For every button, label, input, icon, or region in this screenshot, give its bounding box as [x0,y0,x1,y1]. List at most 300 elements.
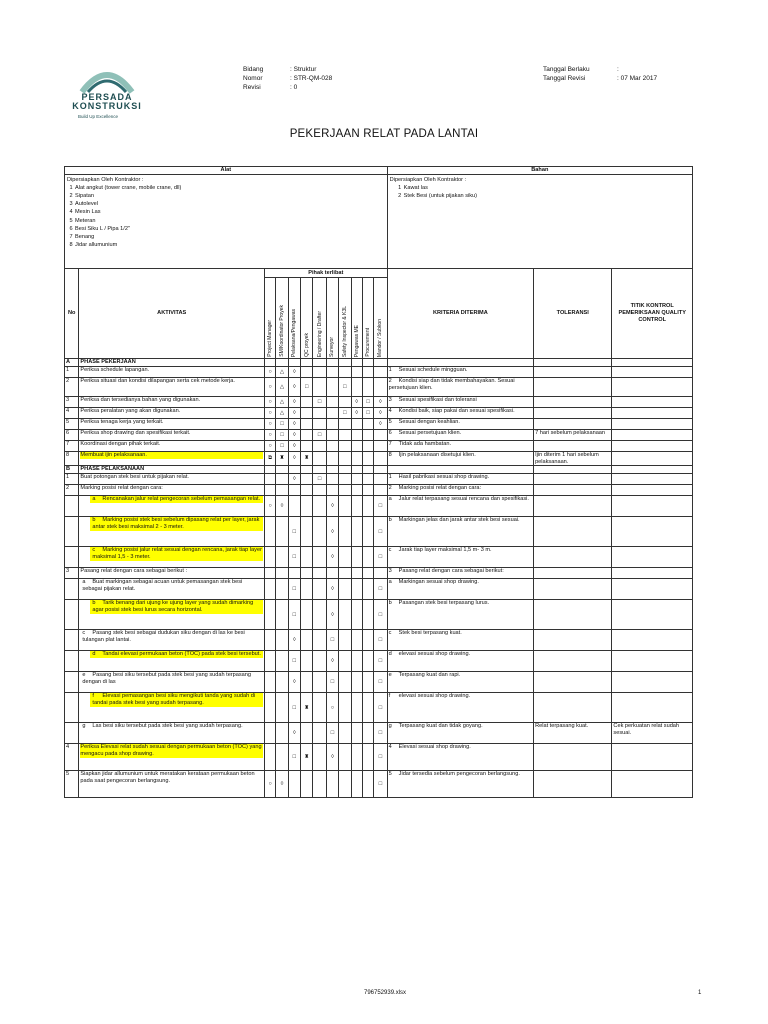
kriteria-text: Ijin pelaksanaan disetujui klien. [398,452,476,458]
empty-cell [362,359,373,367]
role-symbol [276,600,288,630]
role-symbol [374,474,387,485]
role-symbol [339,579,351,600]
activity-row [65,367,693,378]
alat-item-text: Sipatan [75,193,94,200]
activity-content [80,579,263,592]
role-symbol [288,496,300,517]
kriteria-number: 2 [388,485,392,492]
bahan-intro: Dipersiapkan Oleh Kontraktor : [389,177,467,183]
kriteria-text: Kondisi siap dan tidak membahayakan. Sesuai persetujuan klien. [388,378,515,391]
doc-meta-right [543,66,657,84]
role-symbol: ◊ [374,408,387,419]
titik-kontrol-cell [612,579,693,600]
role-symbol: △ [276,408,288,419]
toleransi-cell [534,485,612,496]
role-symbol [288,485,300,496]
role-header [276,278,288,359]
role-symbol [276,547,288,568]
role-symbol: ○ [265,419,276,430]
role-label: Surveyor [329,336,336,357]
kriteria-text: Markingan sesuai shop drawing. [398,579,479,586]
role-symbol [339,496,351,517]
activity-description: Periksa tenaga kerja yang terkait. [80,419,164,425]
kriteria-number: 5 [388,771,392,778]
role-symbol [362,517,373,547]
toleransi-cell [534,474,612,485]
kriteria-text: Pasang relat dengan cara sebagai berikut: [398,568,504,575]
role-symbol [313,630,326,651]
activity-row [65,408,693,419]
empty-cell [276,359,288,367]
activity-content [90,517,263,530]
role-symbol: □ [374,771,387,798]
empty-cell [339,359,351,367]
titik-kontrol-cell [612,452,693,466]
activity-content [90,547,263,560]
role-symbol [326,771,338,798]
section-title: PHASE PELAKSANAAN [79,466,265,474]
activity-content [80,568,263,575]
role-symbol: ◊ [288,419,300,430]
role-symbol [276,579,288,600]
role-label: Pengawas ME [353,324,360,357]
activity-description: Marking posisi stek besi sebelum dipasang relat per layer, jarak antar stek besi maksimal 2 - 3 meter. [92,517,260,531]
kriteria-cell [387,474,533,485]
role-symbol [351,452,362,466]
kriteria-number: 4 [388,744,392,751]
toleransi-cell [534,672,612,693]
role-symbol [301,485,313,496]
role-symbol [301,579,313,600]
activity-description: Periksa dan tersedianya bahan yang digunakan. [80,397,201,403]
role-symbol [374,367,387,378]
kriteria-text: Terpasang kuat dan tidak goyang. [398,723,483,730]
role-label: SM/Koordinator Proyek [279,305,285,357]
activity-text [79,693,265,723]
activity-content [90,651,263,658]
kriteria-text: Elevasi sesuai shop drawing. [398,744,471,751]
role-symbol [265,630,276,651]
role-symbol [362,744,373,771]
role-symbol [362,672,373,693]
row-number: 6 [65,430,79,441]
alat-item [67,225,385,233]
toleransi-cell [534,547,612,568]
alat-header: Alat [65,167,388,175]
empty-cell [362,466,373,474]
role-symbol [351,517,362,547]
activity-content [80,630,263,643]
activity-text [79,474,265,485]
kriteria-number: 5 [388,419,392,425]
role-symbol [326,397,338,408]
role-symbol: ⧉ [265,452,276,466]
role-symbol [265,474,276,485]
activity-description: Buat potongan stek besi untuk pijakan relat. [80,474,189,481]
kriteria-text: Sesuai spesifikasi dan toleransi [398,397,477,403]
activity-description: Las besi siku tersebut pada stek besi yang sudah terpasang. [92,723,243,730]
titik-kontrol-cell [612,693,693,723]
activity-description: Rencanakan jalur relat pengecoran sebelum pemasangan relat. [102,496,261,503]
alat-intro: Dipersiapkan Oleh Kontraktor : [67,177,144,183]
activity-text [79,672,265,693]
alat-item-number: 3 [69,201,73,208]
titik-kontrol-cell [612,474,693,485]
toleransi-cell: Relat terpasang kuat. [534,723,612,744]
kriteria-cell [387,496,533,517]
role-symbol: ◊ [288,397,300,408]
activity-text [79,517,265,547]
activity-text [79,744,265,771]
role-symbol [362,367,373,378]
role-symbol [339,474,351,485]
role-symbol [301,496,313,517]
role-symbol [301,430,313,441]
role-symbol: ○ [326,693,338,723]
role-symbol: □ [374,517,387,547]
role-symbol [301,367,313,378]
toleransi-cell [534,441,612,452]
kriteria-text: Kondisi baik, siap pakai dan sesuai spesifikasi. [398,408,515,414]
role-symbol: □ [374,547,387,568]
role-symbol: □ [288,600,300,630]
kriteria-cell [387,771,533,798]
bahan-item [390,192,690,200]
role-header [313,278,326,359]
activity-description: Periksa schedule lapangan. [80,367,150,373]
activity-content [80,408,263,415]
role-symbol [351,441,362,452]
logo-arc-icon [72,64,142,94]
row-number [65,693,79,723]
role-header [301,278,313,359]
role-symbol [362,474,373,485]
toleransi-cell [534,600,612,630]
activity-content [80,378,263,385]
role-symbol: ◊ [288,672,300,693]
nomor-label: Nomor [243,74,263,82]
role-symbol: □ [374,630,387,651]
kriteria-cell [387,579,533,600]
alat-list [65,175,388,269]
document-title: PEKERJAAN RELAT PADA LANTAI [289,128,479,140]
role-symbol [313,496,326,517]
role-symbol: ◊ [288,367,300,378]
row-number: 4 [65,744,79,771]
activity-text [79,397,265,408]
role-symbol [313,672,326,693]
activity-row [65,430,693,441]
role-symbol [265,568,276,579]
empty-cell [387,359,533,367]
activity-text [79,419,265,430]
kriteria-text: Terpasang kuat dan rapi. [398,672,461,679]
row-number [65,672,79,693]
activity-text [79,547,265,568]
role-symbol [362,441,373,452]
empty-cell [351,359,362,367]
row-number: 5 [65,771,79,798]
role-symbol [351,367,362,378]
kriteria-number: a [388,579,392,586]
row-number: 8 [65,452,79,466]
activity-description: Pasang besi siku tersebut pada stek besi yang sudah terpasang dengan di las [82,672,252,686]
toleransi-cell [534,419,612,430]
role-symbol: ◊ [374,419,387,430]
toleransi-cell [534,651,612,672]
activity-description: Periksa peralatan yang akan digunakan. [80,408,181,414]
role-symbol: □ [374,651,387,672]
activity-text [79,441,265,452]
role-symbol: ○ [265,397,276,408]
bidang-value: : Struktur [290,66,317,73]
role-symbol [301,651,313,672]
activity-row [65,378,693,397]
kriteria-cell [387,378,533,397]
kriteria-number: b [388,517,392,524]
doc-meta-left [243,66,332,92]
activity-description: Pasang stek besi sebagai dudukan siku dengan di las ke besi tulangan plat lantai. [82,630,245,644]
role-symbol [374,568,387,579]
alat-item [67,192,385,200]
role-symbol [351,485,362,496]
kriteria-text: Markingan jelas dan jarak antar stek besi sesuai. [398,517,520,524]
col-no-header: No [65,269,79,359]
titik-kontrol-cell [612,485,693,496]
row-number: 4 [65,408,79,419]
role-symbol [362,496,373,517]
kriteria-text: Hasil pabrikasi sesuai shop drawing. [398,474,490,481]
role-symbol: △ [276,397,288,408]
role-label: Project Manager [267,320,274,357]
activity-row [65,651,693,672]
role-symbol [326,419,338,430]
bahan-header: Bahan [387,167,692,175]
activity-content [80,367,263,374]
role-label: Safety Inspector & K3L [341,305,348,357]
kriteria-text: Pasangan stek besi terpasang lurus. [398,600,490,607]
activity-description: Tandai elevasi permukaan beton (TOC) pada stek besi tersebut. [102,651,261,658]
row-number: 5 [65,419,79,430]
kriteria-text: Marking posisi relat dengan cara: [398,485,482,492]
role-symbol [362,547,373,568]
role-symbol [374,485,387,496]
role-symbol: ◊ [288,452,300,466]
activity-content [80,441,263,448]
kriteria-cell [387,517,533,547]
role-symbol: ◊ [326,496,338,517]
tanggal-berlaku-value: : [617,66,619,73]
role-symbol [339,517,351,547]
activity-description: Periksa Elevasi relat sudah sesuai dengan permukaan beton (TOC) yang mengacu pada shop drawing. [80,744,262,758]
role-symbol [339,485,351,496]
role-symbol [326,408,338,419]
role-symbol [313,367,326,378]
role-symbol: ◊ [351,397,362,408]
titik-kontrol-cell [612,744,693,771]
activity-content [80,485,263,492]
role-symbol [351,378,362,397]
kriteria-text: Jarak tiap layer maksimal 1,5 m- 3 m. [398,547,492,554]
activity-sub-label: d [92,651,96,658]
role-symbol: ◊ [288,474,300,485]
role-symbol [276,517,288,547]
empty-cell [326,466,338,474]
activity-content [80,452,263,459]
kriteria-text: Tidak ada hambatan. [398,441,452,447]
role-symbol: ◊ [288,630,300,651]
empty-cell [313,466,326,474]
role-symbol: □ [374,672,387,693]
section-header-row [65,466,693,474]
activity-content [90,693,263,706]
role-label: Engineering / Drafter [316,310,323,357]
role-symbol [339,568,351,579]
kriteria-number: b [388,600,392,607]
row-number: 3 [65,397,79,408]
role-symbol: ○ [265,430,276,441]
titik-kontrol-cell [612,441,693,452]
role-symbol [326,485,338,496]
role-symbol [374,378,387,397]
empty-cell [534,466,612,474]
role-symbol [326,568,338,579]
bahan-item-text: Kawat las [403,185,428,192]
role-symbol: □ [362,397,373,408]
titik-kontrol-cell [612,600,693,630]
role-symbol: □ [362,408,373,419]
activity-description: Periksa shop drawing dan spesifikasi terkait. [80,430,191,436]
role-symbol [339,744,351,771]
checklist-table [64,166,693,798]
role-header [362,278,373,359]
role-symbol: □ [326,630,338,651]
role-header [326,278,338,359]
role-symbol [276,693,288,723]
activity-content [80,397,263,404]
kriteria-cell [387,419,533,430]
toleransi-cell [534,367,612,378]
role-symbol [374,441,387,452]
role-symbol [326,441,338,452]
role-symbol [339,771,351,798]
role-symbol: ◊ [326,744,338,771]
alat-item-text: Mesin Las [75,209,101,216]
activity-row [65,600,693,630]
activity-description: Siapkan jidar allumunium untuk meratakan kerataan permukaan beton pada saat pengecoran berlangsung. [80,771,255,785]
role-symbol [362,630,373,651]
toleransi-cell [534,771,612,798]
role-symbol: ◊ [288,723,300,744]
titik-kontrol-cell [612,547,693,568]
role-symbol: □ [326,672,338,693]
role-symbol [351,672,362,693]
alat-item-number: 6 [69,225,73,232]
activity-sub-label: a [82,579,86,586]
empty-cell [265,466,276,474]
role-symbol [313,723,326,744]
kriteria-cell [387,397,533,408]
activity-text [79,485,265,496]
role-symbol: ◊ [288,430,300,441]
kriteria-cell [387,651,533,672]
role-symbol: □ [276,441,288,452]
role-symbol [339,672,351,693]
alat-item-number: 4 [69,209,73,216]
role-symbol: □ [313,474,326,485]
activity-sub-label: f [92,693,94,700]
activity-row [65,397,693,408]
bahan-list [387,175,692,269]
toleransi-cell [534,517,612,547]
role-symbol: △ [276,367,288,378]
role-label: Mandor / Subkon [377,318,384,357]
role-symbol [288,568,300,579]
role-symbol [313,441,326,452]
role-symbol [339,452,351,466]
role-symbol [351,496,362,517]
bidang-label: Bidang [243,66,264,73]
role-symbol: □ [326,723,338,744]
alat-item-number: 5 [69,217,73,224]
bahan-item-number: 2 [398,193,402,200]
role-symbol: ◊ [326,547,338,568]
activity-description: Periksa situasi dan kondisi dilapangan serta cek metode kerja. [80,378,235,384]
role-symbol [276,630,288,651]
role-symbol [276,485,288,496]
kriteria-cell [387,430,533,441]
role-symbol [362,430,373,441]
role-symbol [362,378,373,397]
row-number [65,496,79,517]
role-symbol [339,367,351,378]
role-symbol: □ [288,547,300,568]
alat-item-number: 1 [69,185,73,192]
role-symbol: ◊ [326,517,338,547]
titik-kontrol-cell [612,517,693,547]
col-titik-header: TITIK KONTROL PEMERIKSAAN QUALITY CONTROL [612,269,693,359]
alat-item [67,217,385,225]
empty-cell [313,359,326,367]
section-letter: A [65,359,79,367]
footer-filename: 796752939.xlsx [364,990,407,996]
kriteria-number: 6 [388,430,392,436]
alat-item [67,241,385,249]
kriteria-number: 7 [388,441,392,447]
bahan-item-text: Stek Besi (untuk pijakan siku) [403,193,478,200]
role-symbol [351,568,362,579]
role-symbol [374,452,387,466]
role-symbol: □ [288,693,300,723]
role-symbol [276,744,288,771]
row-number: 2 [65,378,79,397]
activity-sub-label: a [92,496,96,503]
role-symbol [351,579,362,600]
kriteria-cell [387,744,533,771]
titik-kontrol-cell [612,367,693,378]
role-symbol [276,568,288,579]
kriteria-number: 4 [388,408,392,414]
activity-text [79,378,265,397]
role-symbol [362,723,373,744]
activity-row [65,744,693,771]
role-symbol: ♜ [276,452,288,466]
role-symbol: □ [276,430,288,441]
alat-item-text: Benang [75,233,95,240]
alat-item-text: Alat angkut (tower crane, mobile crane, dll) [75,185,182,192]
role-symbol [265,547,276,568]
